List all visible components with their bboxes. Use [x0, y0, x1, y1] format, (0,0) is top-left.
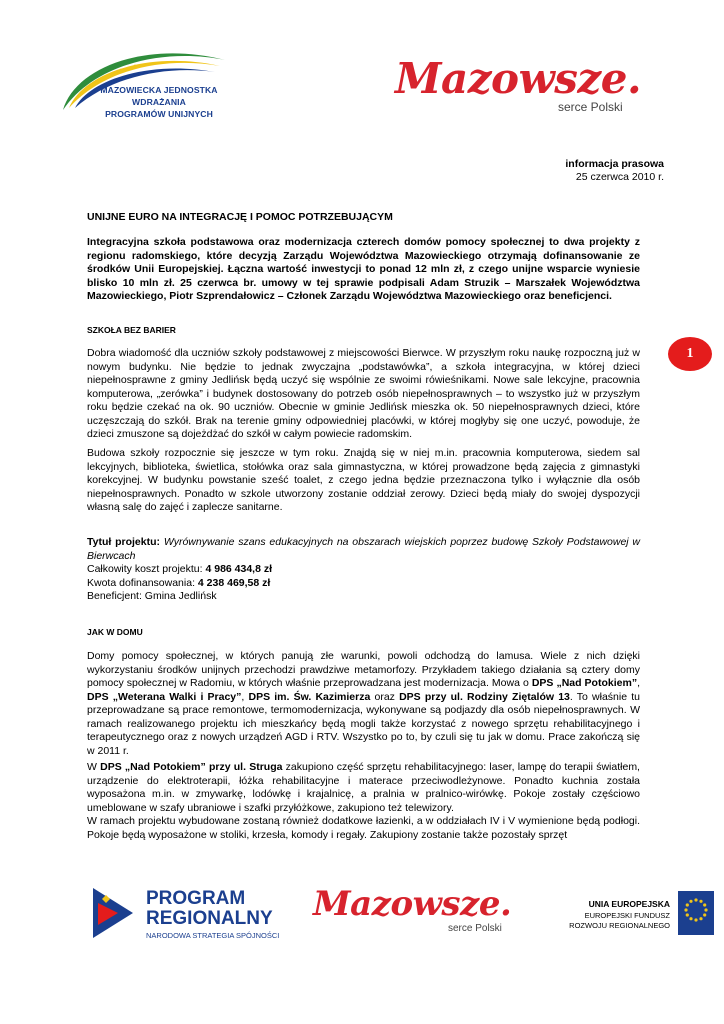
section2-heading: JAK W DOMU	[87, 627, 143, 637]
program-sub: NARODOWA STRATEGIA SPÓJNOŚCI	[146, 931, 280, 940]
s2p1-sep-2: ,	[241, 690, 249, 703]
article-title: UNIJNE EURO NA INTEGRACJĘ I POMOC POTRZEBUJĄCYM	[87, 211, 393, 223]
s2p1-sep-1: ,	[637, 677, 640, 689]
s2p2-dps-struga: DPS „Nad Potokiem” przy ul. Struga	[100, 761, 283, 773]
section2-paragraph-3: W ramach projektu wybudowane zostaną również dodatkowe łazienki, a w oddziałach IV i V wymienione będą podłogi. Pokoje będą wyposażone w stoliki, krzesła, komody i regały. Zakupiony zostanie także pozostały sprzęt	[87, 815, 640, 841]
s2p1-sep-3: oraz	[370, 690, 400, 703]
project-beneficiary: Beneficjent: Gmina Jedlińsk	[87, 590, 217, 602]
brand-sub: serce Polski	[558, 100, 623, 114]
program-line-1: PROGRAM	[146, 888, 246, 909]
section2-paragraph-1	[87, 650, 640, 758]
page-number-badge: 1	[668, 337, 712, 371]
eu-fund-line-1: EUROPEJSKI FUNDUSZ	[584, 911, 670, 920]
project-title-value: Wyrównywanie szans edukacyjnych na obszarach wiejskich poprzez budowę Szkoły Podstawowej w Bierwcach	[87, 536, 640, 562]
logo-line-3: PROGRAMÓW UNIJNYCH	[105, 109, 213, 119]
section2-paragraph-2	[87, 761, 640, 815]
s2p1-dps-weterana: DPS „Weterana Walki i Pracy”	[87, 690, 242, 703]
project-cost	[87, 563, 640, 577]
mazowsze-logo	[395, 56, 655, 116]
footer-brand-word: Mazowsze.	[313, 884, 512, 924]
project-grant-value: 4 238 469,58 zł	[197, 576, 271, 589]
section1-heading: SZKOŁA BEZ BARIER	[87, 325, 176, 335]
program-line-2: REGIONALNY	[146, 908, 273, 929]
press-date: 25 czerwca 2010 r.	[575, 171, 664, 183]
section1-paragraph-1: Dobra wiadomość dla uczniów szkoły podstawowej z miejscowości Bierwce. W przyszłym roku naukę rozpoczną już w nowym budynku. Nie będzie to jednak zwyczajna „podstawówka”, a szkoła integracyjna, w której dzieci niepełnosprawne z gminy Jedlińsk będą uczyć się wspólnie ze swoimi rówieśnikami. Nowe sale lekcyjne, pracownia komputerowa, „zerówka” i budynek dostosowany do potrzeb osób niepełnosprawnych – to wszystko już w przyszłym roku będzie czekać na ok. 90 uczniów. Obecnie w gminie Jedlińsk mieszka ok. 50 niepełnosprawnych dzieci, które uczęszczają do szkół. Brak na terenie gminy odpowiedniej placówki, w której mogłyby się one uczyć, powoduje, że dzieci zmuszone są dojeżdżać do szkół w całym powiecie radomskim.	[87, 347, 640, 440]
eu-fund-line-2: ROZWOJU REGIONALNEGO	[569, 921, 670, 930]
footer-brand-sub: serce Polski	[448, 923, 502, 934]
eu-title: UNIA EUROPEJSKA	[588, 899, 670, 909]
s2p1-dps-zietalow: DPS przy ul. Rodziny Ziętalów 13	[399, 690, 570, 703]
project-cost-label: Całkowity koszt projektu:	[87, 563, 203, 575]
mjwpu-logo	[55, 38, 235, 138]
project-title-label: Tytuł projektu:	[87, 536, 161, 548]
s2p2-text-a: W	[87, 761, 101, 773]
project-cost-value: 4 986 434,8 zł	[205, 563, 273, 575]
project-grant	[87, 577, 640, 591]
project-title	[87, 536, 640, 563]
section1-paragraph-2: Budowa szkoły rozpocznie się jeszcze w tym roku. Znajdą się w niej m.in. pracownia komputerowa, siedem sal lekcyjnych, biblioteka, świetlica, stołówka oraz sala gimnastyczna, w której prowadzone będą zajęcia z gimnastyki korekcyjnej. W budynku powstanie sześć toalet, z czego jedna będzie przeznaczona tylko i wyłącznie dla osób niepełnosprawnych. Ponadto w szkole utworzony zostanie oddział zerowy. Dzieci będą miały do swojej dyspozycji własną salę do zajęć i zaplecze sanitarne.	[87, 447, 640, 513]
eu-flag-icon	[678, 891, 714, 935]
s2p1-text-i: . To właśnie tu przeprowadzane są prace remontowe, termomodernizacja, wykonywane są podjazdy dla osób niepełnosprawnych. W ramach realizowanego projektu ich mieszkańcy będą mogli także korzystać z nowego sprzętu rehabilitacyjnego i terapeutycznego oraz z nowych urządzeń AGD i RTV. Wszystko po to, by czuli się tu jak w domu. Prace zakończą się w 2011 r.	[87, 690, 640, 757]
s2p1-dps-nad-potokiem: DPS „Nad Potokiem”	[531, 677, 638, 689]
press-info	[565, 158, 664, 184]
logo-line-2: WDRAŻANIA	[132, 97, 186, 107]
press-kind: informacja prasowa	[565, 158, 664, 170]
brand-word: Mazowsze.	[395, 54, 642, 103]
footer-logos	[88, 875, 718, 950]
project-info	[87, 536, 640, 604]
logo-line-1: MAZOWIECKA JEDNOSTKA	[100, 85, 218, 95]
s2p1-dps-kazimierza: DPS im. Św. Kazimierza	[248, 690, 371, 703]
program-regionalny-icon	[88, 883, 138, 943]
s2p2-text-c: zakupiono część sprzętu rehabilitacyjnego: laser, lampę do terapii światłem, urządzenie do elektroterapii, łóżka rehabilitacyjne i materace przeciwodleżynowe. Ponadto kuchnia została wyposażona m.in. w zmywarkę, lodówkę i krajalnicę, a pralnia w pralnico-wirówkę. Pokoje zostały częściowo umeblowane w szafy ubraniowe i szafki przyłóżkowe, zakupiono też telewizory.	[87, 761, 640, 814]
lead-paragraph: Integracyjna szkoła podstawowa oraz modernizacja czterech domów pomocy społecznej to dwa projekty z regionu radomskiego, które decyzją Zarządu Województwa Mazowieckiego otrzymają dofinansowanie ze środków Unii Europejskiej. Łączna wartość inwestycji to ponad 12 mln zł, z czego unijne wsparcie wyniesie blisko 10 mln zł. 25 czerwca br. umowy w tej sprawie podpisali Adam Struzik – Marszałek Województwa Mazowieckiego, Piotr Szprendałowicz – Członek Zarządu Województwa Mazowieckiego oraz beneficjenci.	[87, 236, 640, 302]
project-grant-label: Kwota dofinansowania:	[87, 576, 195, 589]
s2p1-text-a: Domy pomocy społecznej, w których panują złe warunki, powoli odchodzą do lamusa. Wiele z nich dzięki wykorzystaniu środków unijnych przechodzi prawdziwe metamorfozy. Przykładem takiego działania są cztery domy pomocy społecznej w Radomiu, w których właśnie przeprowadzana jest modernizacja. Mowa o	[87, 650, 640, 689]
